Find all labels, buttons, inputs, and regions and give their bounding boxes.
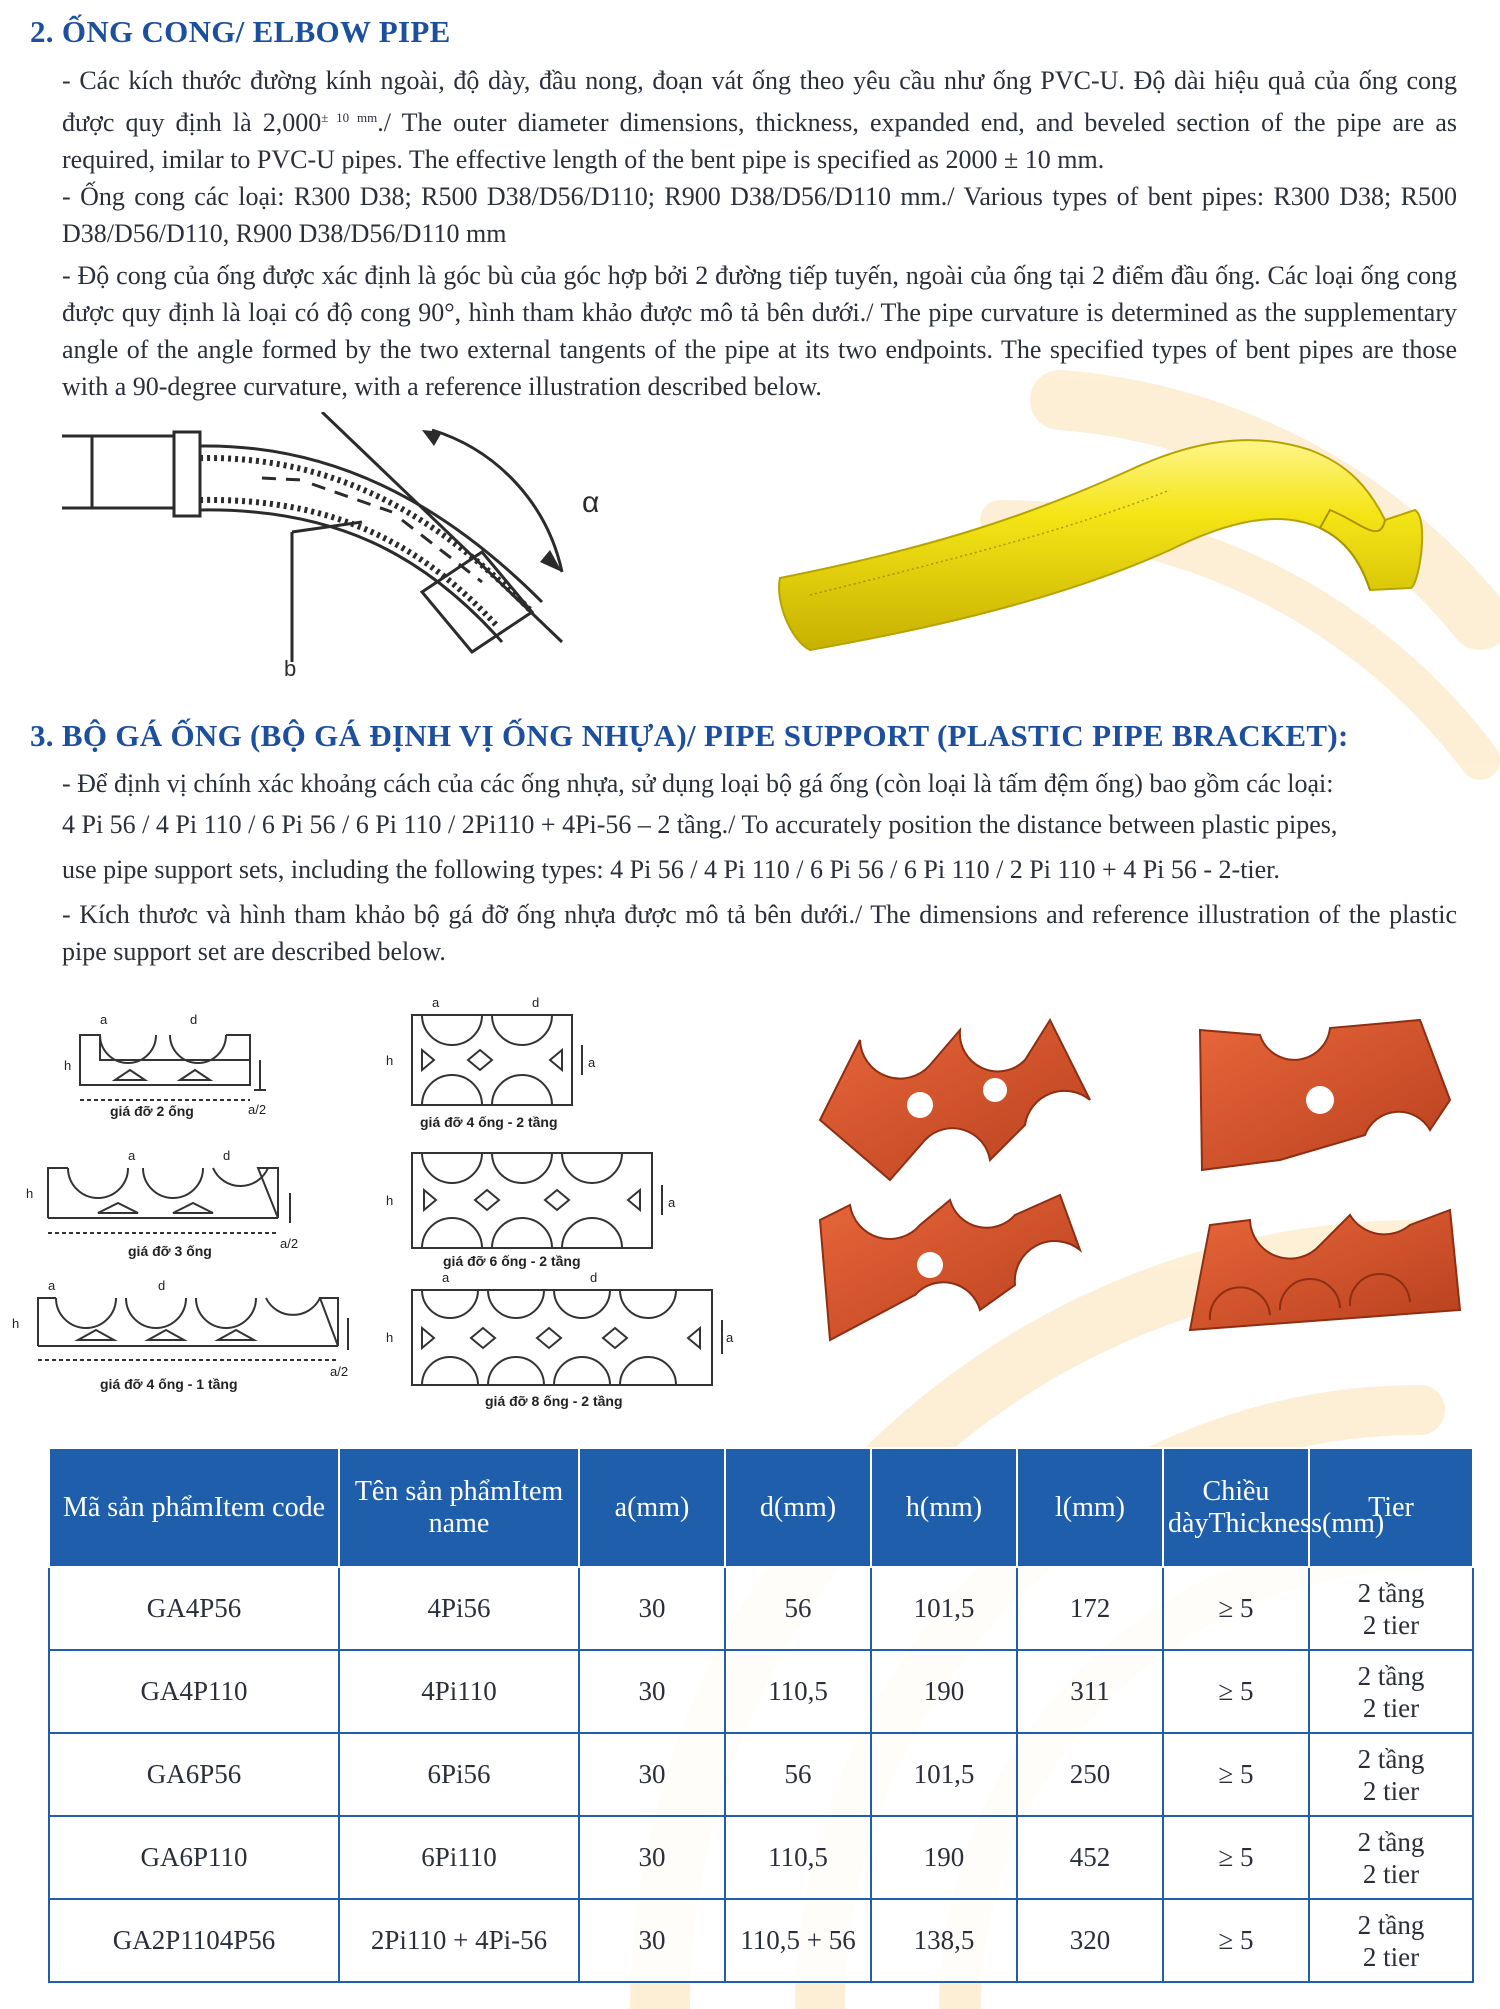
cell-name: 4Pi110 <box>339 1650 579 1733</box>
cell-d: 110,5 <box>725 1650 871 1733</box>
section-2-paragraph-1 <box>62 62 1457 178</box>
header-l: l(mm) <box>1017 1448 1163 1567</box>
table-row <box>49 1567 1473 1650</box>
cell-l: 250 <box>1017 1733 1163 1816</box>
section-3-paragraph-2: - Kích thươc và hình tham khảo bộ gá đỡ ống nhựa được mô tả bên dưới./ The dimensions and reference illustration of the plastic pipe support set are described below. <box>62 900 1457 966</box>
table-header-row <box>49 1448 1473 1567</box>
d4-h-label: h <box>386 1053 394 1068</box>
header-item-name: Tên sản phẩmItem name <box>339 1448 579 1567</box>
section-2-title: 2. ỐNG CONG/ ELBOW PIPE <box>30 14 451 49</box>
d2-h-label: h <box>26 1186 34 1201</box>
cell-l: 452 <box>1017 1816 1163 1899</box>
d1-d-label: d <box>190 1012 198 1027</box>
caption-bracket-3-pipes: giá đỡ 3 ống <box>128 1243 212 1259</box>
cell-a: 30 <box>579 1733 725 1816</box>
d6-a2-label: a <box>726 1330 734 1345</box>
d6-d-label: d <box>590 1270 598 1285</box>
header-d: d(mm) <box>725 1448 871 1567</box>
caption-bracket-6-pipes-2-tier: giá đỡ 6 ống - 2 tầng <box>443 1253 581 1269</box>
d6-h-label: h <box>386 1330 394 1345</box>
cell-thickness: ≥ 5 <box>1163 1650 1309 1733</box>
cell-h: 190 <box>871 1816 1017 1899</box>
d1-a-label: a <box>100 1012 108 1027</box>
cell-name: 2Pi110 + 4Pi-56 <box>339 1899 579 1982</box>
cell-name: 4Pi56 <box>339 1567 579 1650</box>
cell-h: 138,5 <box>871 1899 1017 1982</box>
table-row <box>49 1816 1473 1899</box>
cell-code: GA6P110 <box>49 1816 339 1899</box>
d4-d-label: d <box>532 995 540 1010</box>
d6-a-label: a <box>442 1270 450 1285</box>
cell-d: 110,5 <box>725 1816 871 1899</box>
d4-a2-label: a <box>588 1055 596 1070</box>
table-row <box>49 1899 1473 1982</box>
cell-l: 320 <box>1017 1899 1163 1982</box>
drawing-bracket-4-pipes-2-tier <box>382 995 612 1115</box>
cell-a: 30 <box>579 1650 725 1733</box>
cell-d: 56 <box>725 1567 871 1650</box>
d1-a2-label: a/2 <box>248 1102 267 1117</box>
d2-d-label: d <box>223 1148 231 1163</box>
drawing-bracket-8-pipes-2-tier <box>382 1270 742 1400</box>
cell-d: 110,5 + 56 <box>725 1899 871 1982</box>
d2-a-label: a <box>128 1148 136 1163</box>
cell-h: 101,5 <box>871 1567 1017 1650</box>
cell-a: 30 <box>579 1816 725 1899</box>
d2-a2-label: a/2 <box>280 1236 299 1251</box>
cell-thickness: ≥ 5 <box>1163 1733 1309 1816</box>
d3-a-label: a <box>48 1278 56 1293</box>
cell-tier: 2 tầng 2 tier <box>1309 1567 1473 1650</box>
cell-tier: 2 tầng 2 tier <box>1309 1650 1473 1733</box>
cell-tier: 2 tầng 2 tier <box>1309 1899 1473 1982</box>
cell-code: GA2P1104P56 <box>49 1899 339 1982</box>
header-tier: Tier <box>1309 1448 1473 1567</box>
drawing-bracket-4-pipes-1-tier <box>8 1278 358 1378</box>
bottom-label: b <box>284 656 297 681</box>
p1-text-b: ./ The outer diameter dimensions, thickness, expanded end, and beveled section of the pipe are as required, imilar to PVC-U pipes. The effective length of the bent pipe is specified as 2000 ± 10 mm. <box>62 108 1458 174</box>
drawing-bracket-6-pipes-2-tier <box>382 1135 682 1260</box>
pipe-support-spec-table <box>48 1447 1474 1983</box>
d4-a-label: a <box>432 995 440 1010</box>
cell-code: GA4P110 <box>49 1650 339 1733</box>
cell-name: 6Pi56 <box>339 1733 579 1816</box>
caption-bracket-4-pipes-1-tier: giá đỡ 4 ống - 1 tầng <box>100 1376 238 1392</box>
cell-a: 30 <box>579 1899 725 1982</box>
section-2-paragraph-2: - Ống cong các loại: R300 D38; R500 D38/D56/D110; R900 D38/D56/D110 mm./ Various types of bent pipes: R300 D38; R500 D38/D56/D110, R900 D38/D56/D110 mm <box>62 182 1457 248</box>
d3-d-label: d <box>158 1278 166 1293</box>
cell-h: 101,5 <box>871 1733 1017 1816</box>
cell-thickness: ≥ 5 <box>1163 1899 1309 1982</box>
cell-thickness: ≥ 5 <box>1163 1816 1309 1899</box>
header-item-code: Mã sản phẩmItem code <box>49 1448 339 1567</box>
cell-l: 311 <box>1017 1650 1163 1733</box>
p1-tolerance: ± 10 mm <box>321 110 378 125</box>
cell-name: 6Pi110 <box>339 1816 579 1899</box>
p1-text-a: - Các kích thước đường kính ngoài, độ dày, đầu nong, đoạn vát ống theo yêu cầu như ống PVC-U. Độ dài hiệu quả của ống cong được quy định là 2,000 <box>62 66 1457 137</box>
yellow-elbow-pipe-image <box>770 410 1450 660</box>
cell-code: GA4P56 <box>49 1567 339 1650</box>
angle-label: α <box>582 486 600 519</box>
caption-bracket-2-pipes: giá đỡ 2 ống <box>110 1103 194 1119</box>
caption-bracket-8-pipes-2-tier: giá đỡ 8 ống - 2 tầng <box>485 1393 623 1409</box>
d5-a2-label: a <box>668 1195 676 1210</box>
cell-tier: 2 tầng 2 tier <box>1309 1733 1473 1816</box>
header-h: h(mm) <box>871 1448 1017 1567</box>
cell-d: 56 <box>725 1733 871 1816</box>
cell-a: 30 <box>579 1567 725 1650</box>
header-a: a(mm) <box>579 1448 725 1567</box>
cell-thickness: ≥ 5 <box>1163 1567 1309 1650</box>
section-3-line-3: use pipe support sets, including the following types: 4 Pi 56 / 4 Pi 110 / 6 Pi 56 / 6 Pi 110 / 2 Pi 110 + 4 Pi 56 - 2-tier. <box>62 855 1280 884</box>
red-bracket-photos <box>810 1010 1470 1350</box>
table-row <box>49 1733 1473 1816</box>
drawing-bracket-3-pipes <box>18 1148 308 1253</box>
d3-h-label: h <box>12 1316 20 1331</box>
cell-code: GA6P56 <box>49 1733 339 1816</box>
cell-h: 190 <box>871 1650 1017 1733</box>
d3-a2-label: a/2 <box>330 1364 349 1378</box>
cell-tier: 2 tầng 2 tier <box>1309 1816 1473 1899</box>
section-3-title: 3. BỘ GÁ ỐNG (BỘ GÁ ĐỊNH VỊ ỐNG NHỰA)/ PIPE SUPPORT (PLASTIC PIPE BRACKET): <box>30 718 1349 753</box>
header-thickness: Chiều dàyThickness(mm) <box>1163 1448 1309 1567</box>
table-row <box>49 1650 1473 1733</box>
cell-l: 172 <box>1017 1567 1163 1650</box>
section-2-paragraph-3: - Độ cong của ống được xác định là góc bù của góc hợp bởi 2 đường tiếp tuyến, ngoài của ống tại 2 điểm đầu ống. Các loại ống cong được quy định là loại có độ cong 90°, hình tham khảo được mô tả bên dưới./ The pipe curvature is determined as the supplementary angle of the angle formed by the two external tangents of the pipe at its two endpoints. The specified types of bent pipes are those with a 90-degree curvature, with a reference illustration described below. <box>62 261 1457 401</box>
section-3-line-1: - Để định vị chính xác khoảng cách của các ống nhựa, sử dụng loại bộ gá ống (còn loại là tấm đệm ống) bao gồm các loại: <box>62 769 1334 798</box>
d5-h-label: h <box>386 1193 394 1208</box>
elbow-pipe-drawing <box>62 412 622 682</box>
section-3-line-2: 4 Pi 56 / 4 Pi 110 / 6 Pi 56 / 6 Pi 110 / 2Pi110 + 4Pi-56 – 2 tầng./ To accurately position the distance between plastic pipes, <box>62 810 1338 839</box>
d1-h-label: h <box>64 1058 72 1073</box>
caption-bracket-4-pipes-2-tier: giá đỡ 4 ống - 2 tầng <box>420 1114 558 1130</box>
